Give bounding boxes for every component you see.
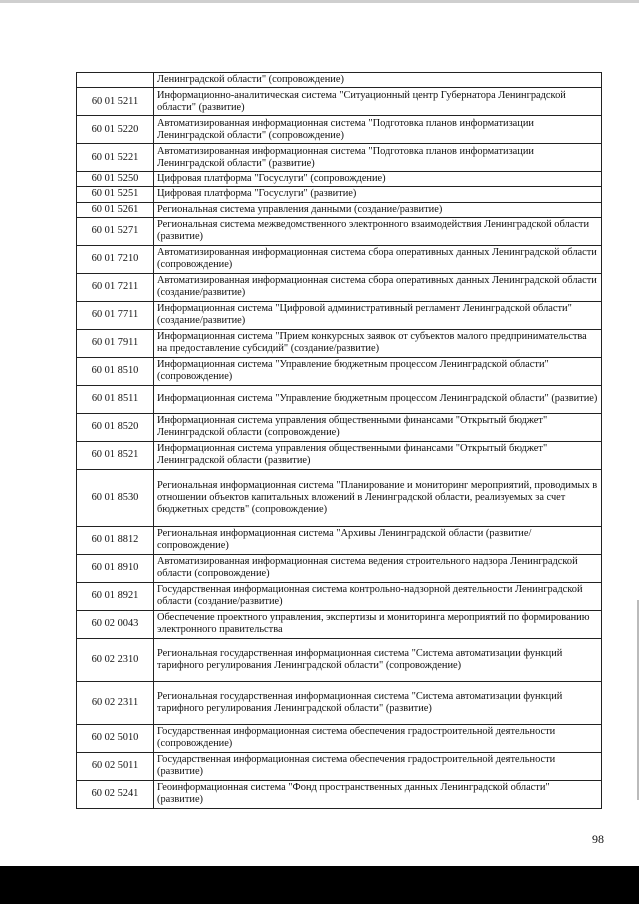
row-description: Информационная система "Управление бюджетным процессом Ленинградской области" (сопровождение) <box>154 357 602 385</box>
table-row <box>77 245 602 273</box>
row-code: 60 01 8812 <box>77 526 154 554</box>
table-row <box>77 202 602 217</box>
table-row <box>77 144 602 172</box>
row-description: Региональная информационная система "Архивы Ленинградской области (развитие/сопровождение) <box>154 526 602 554</box>
row-description: Информационная система управления общественными финансами "Открытый бюджет" Ленинградской области (развитие) <box>154 441 602 469</box>
row-description: Обеспечение проектного управления, экспертизы и мониторинга мероприятий по формированию электронного правительства <box>154 610 602 638</box>
row-code: 60 01 8910 <box>77 554 154 582</box>
row-description: Государственная информационная система контрольно-надзорной деятельности Ленинградской области (создание/развитие) <box>154 582 602 610</box>
table-row <box>77 187 602 202</box>
row-description: Информационно-аналитическая система "Ситуационный центр Губернатора Ленинградской области" (развитие) <box>154 88 602 116</box>
row-code: 60 02 2311 <box>77 681 154 724</box>
table-row <box>77 329 602 357</box>
row-code: 60 01 7911 <box>77 329 154 357</box>
row-code: 60 01 5220 <box>77 116 154 144</box>
row-description: Региональная система межведомственного электронного взаимодействия Ленинградской области (развитие) <box>154 217 602 245</box>
row-description: Ленинградской области" (сопровождение) <box>154 73 602 88</box>
row-code: 60 02 5010 <box>77 724 154 752</box>
table-row <box>77 582 602 610</box>
page-number: 98 <box>592 832 604 846</box>
row-description: Государственная информационная система обеспечения градостроительной деятельности (сопровождение) <box>154 724 602 752</box>
table-row <box>77 441 602 469</box>
row-description: Геоинформационная система "Фонд пространственных данных Ленинградской области" (развитие) <box>154 780 602 808</box>
row-description: Информационная система управления общественными финансами "Открытый бюджет" Ленинградской области (сопровождение) <box>154 413 602 441</box>
table-row <box>77 752 602 780</box>
row-description: Информационная система "Управление бюджетным процессом Ленинградской области" (развитие) <box>154 385 602 413</box>
row-description: Региональная государственная информационная система "Система автоматизации функций тарифного регулирования Ленинградской области" (развитие) <box>154 681 602 724</box>
row-code: 60 01 5261 <box>77 202 154 217</box>
table-row <box>77 681 602 724</box>
row-code: 60 01 8521 <box>77 441 154 469</box>
row-code: 60 01 7210 <box>77 245 154 273</box>
table-row <box>77 413 602 441</box>
row-code: 60 01 7211 <box>77 273 154 301</box>
row-code: 60 01 5271 <box>77 217 154 245</box>
row-code: 60 01 8511 <box>77 385 154 413</box>
row-description: Автоматизированная информационная система сбора оперативных данных Ленинградской области (создание/развитие) <box>154 273 602 301</box>
row-code: 60 01 8921 <box>77 582 154 610</box>
row-code: 60 02 5241 <box>77 780 154 808</box>
table-row <box>77 638 602 681</box>
table-row <box>77 385 602 413</box>
row-description: Региональная государственная информационная система "Система автоматизации функций тарифного регулирования Ленинградской области" (сопровождение) <box>154 638 602 681</box>
row-code: 60 01 8510 <box>77 357 154 385</box>
row-description: Автоматизированная информационная система "Подготовка планов информатизации Ленинградской области" (сопровождение) <box>154 116 602 144</box>
table-body <box>77 73 602 809</box>
row-description: Цифровая платформа "Госуслуги" (развитие) <box>154 187 602 202</box>
row-code: 60 01 8520 <box>77 413 154 441</box>
row-code: 60 02 2310 <box>77 638 154 681</box>
table-row <box>77 116 602 144</box>
row-code: 60 01 7711 <box>77 301 154 329</box>
row-code: 60 01 5251 <box>77 187 154 202</box>
table-row <box>77 724 602 752</box>
row-code: 60 01 5250 <box>77 172 154 187</box>
row-code: 60 01 5221 <box>77 144 154 172</box>
row-code <box>77 73 154 88</box>
table-row <box>77 301 602 329</box>
row-code: 60 02 5011 <box>77 752 154 780</box>
table-row <box>77 273 602 301</box>
row-code: 60 01 8530 <box>77 469 154 526</box>
table-row <box>77 526 602 554</box>
budget-codes-table <box>76 72 602 809</box>
row-code: 60 01 5211 <box>77 88 154 116</box>
table-row <box>77 554 602 582</box>
table-row <box>77 172 602 187</box>
table-row <box>77 357 602 385</box>
row-code: 60 02 0043 <box>77 610 154 638</box>
scan-bottom-band <box>0 866 639 904</box>
row-description: Региональная информационная система "Планирование и мониторинг мероприятий, проводимых в отношении объектов капитальных вложений в Ленинградской области, реализуемых за счет бюджетных средств" (сопровождение) <box>154 469 602 526</box>
row-description: Автоматизированная информационная система "Подготовка планов информатизации Ленинградской области" (развитие) <box>154 144 602 172</box>
row-description: Информационная система "Прием конкурсных заявок от субъектов малого предпринимательства на предоставление субсидий" (создание/развитие) <box>154 329 602 357</box>
row-description: Автоматизированная информационная система ведения строительного надзора Ленинградской области (сопровождение) <box>154 554 602 582</box>
row-description: Автоматизированная информационная система сбора оперативных данных Ленинградской области (сопровождение) <box>154 245 602 273</box>
table-row <box>77 610 602 638</box>
table-row <box>77 217 602 245</box>
row-description: Государственная информационная система обеспечения градостроительной деятельности (развитие) <box>154 752 602 780</box>
table-row <box>77 780 602 808</box>
table-row <box>77 469 602 526</box>
table-row <box>77 73 602 88</box>
scan-top-edge <box>0 0 639 3</box>
row-description: Цифровая платформа "Госуслуги" (сопровождение) <box>154 172 602 187</box>
row-description: Информационная система "Цифровой административный регламент Ленинградской области" (создание/развитие) <box>154 301 602 329</box>
row-description: Региональная система управления данными (создание/развитие) <box>154 202 602 217</box>
table-row <box>77 88 602 116</box>
